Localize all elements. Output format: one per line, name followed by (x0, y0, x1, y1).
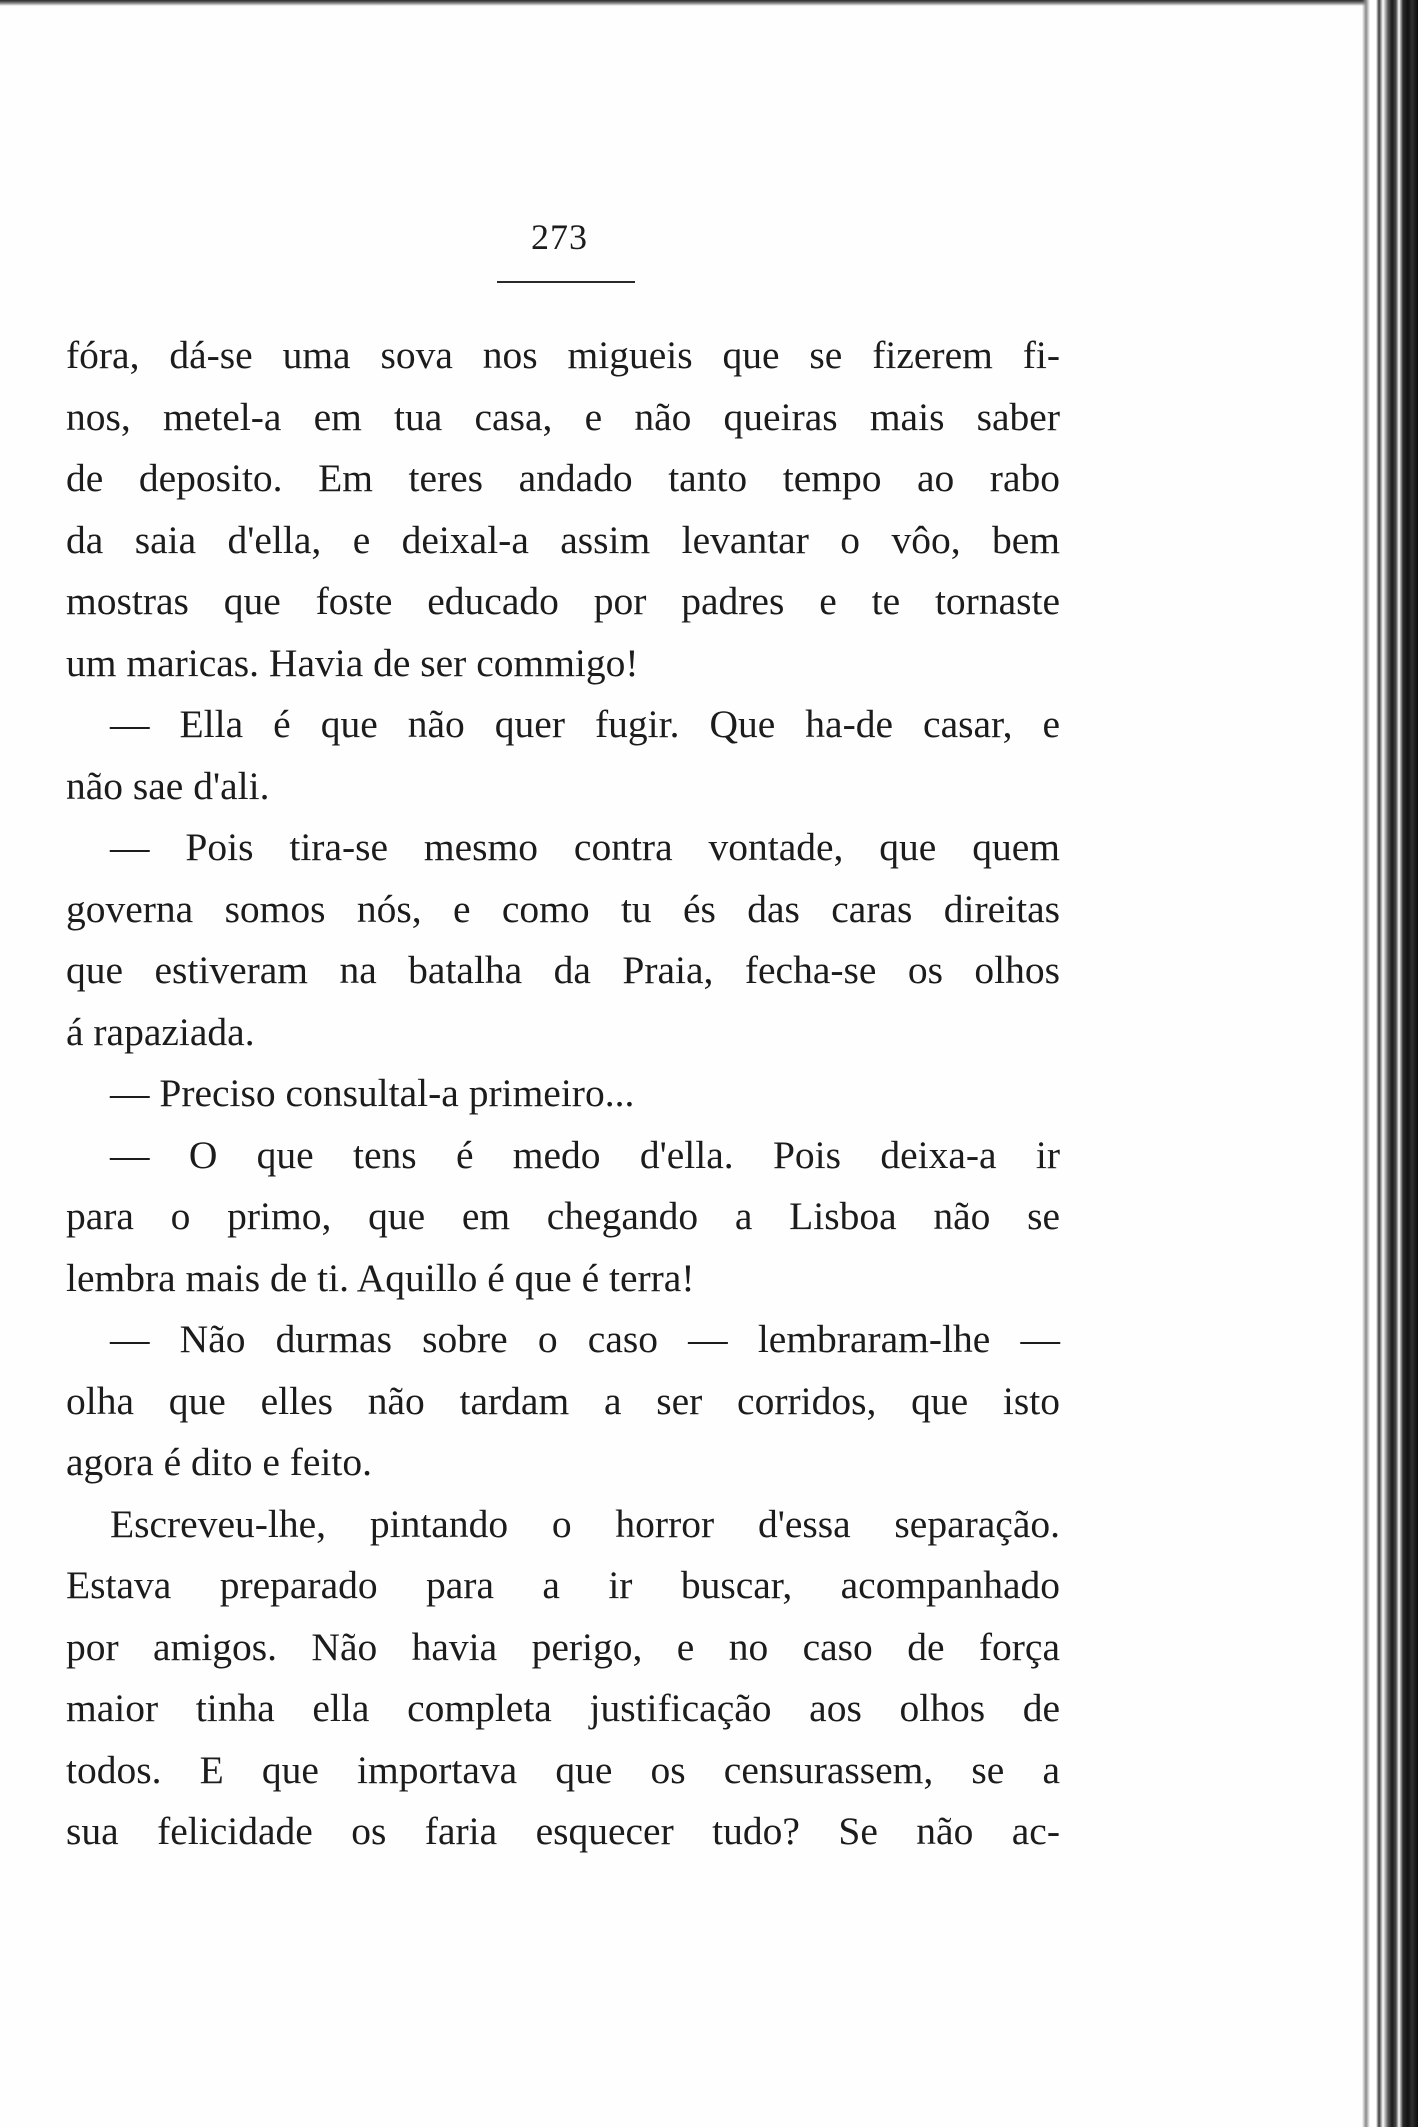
text-line: para o primo, que em chegando a Lisboa não se (66, 1194, 1060, 1238)
text-line: todos. E que importava que os censurassem, se a (66, 1747, 1060, 1792)
text-line: á rapaziada. (66, 1009, 255, 1054)
text-line: — O que tens é medo d'ella. Pois deixa-a ir (110, 1132, 1060, 1177)
text-line: nos, metel-a em tua casa, e não queiras mais saber (66, 394, 1060, 439)
body-text (66, 325, 1060, 1863)
text-line: — Preciso consultal-a primeiro... (110, 1071, 635, 1115)
text-line: — Ella é que não quer fugir. Que ha-de casar, e (110, 702, 1060, 746)
text-line: lembra mais de ti. Aquillo é que é terra! (66, 1255, 695, 1300)
text-line: da saia d'ella, e deixal-a assim levantar o vôo, bem (66, 517, 1060, 562)
text-line: olha que elles não tardam a ser corridos, que isto (66, 1378, 1060, 1423)
text-line: um maricas. Havia de ser commigo! (66, 640, 639, 685)
text-line: sua felicidade os faria esquecer tudo? Se não ac- (66, 1809, 1060, 1853)
text-line: — Pois tira-se mesmo contra vontade, que quem (110, 825, 1060, 869)
text-line: mostras que foste educado por padres e te tornaste (66, 579, 1060, 623)
text-line: de deposito. Em teres andado tanto tempo ao rabo (66, 456, 1060, 500)
header-rule (497, 281, 635, 283)
text-line: fóra, dá-se uma sova nos migueis que se fizerem fi- (66, 333, 1060, 377)
text-line: não sae d'ali. (66, 763, 270, 808)
text-line: agora é dito e feito. (66, 1440, 372, 1484)
text-line: Estava preparado para a ir buscar, acompanhado (66, 1563, 1060, 1607)
book-binding-edge (1362, 0, 1418, 2127)
text-line: por amigos. Não havia perigo, e no caso de força (66, 1624, 1060, 1669)
text-line: Escreveu-lhe, pintando o horror d'essa separação. (110, 1501, 1060, 1546)
text-line: — Não durmas sobre o caso — lembraram-lhe — (110, 1317, 1060, 1361)
page-number: 273 (531, 217, 588, 257)
text-line: governa somos nós, e como tu és das caras direitas (66, 886, 1060, 931)
text-line: que estiveram na batalha da Praia, fecha-se os olhos (66, 948, 1060, 992)
page-top-edge (0, 0, 1418, 6)
text-line: maior tinha ella completa justificação aos olhos de (66, 1686, 1060, 1730)
